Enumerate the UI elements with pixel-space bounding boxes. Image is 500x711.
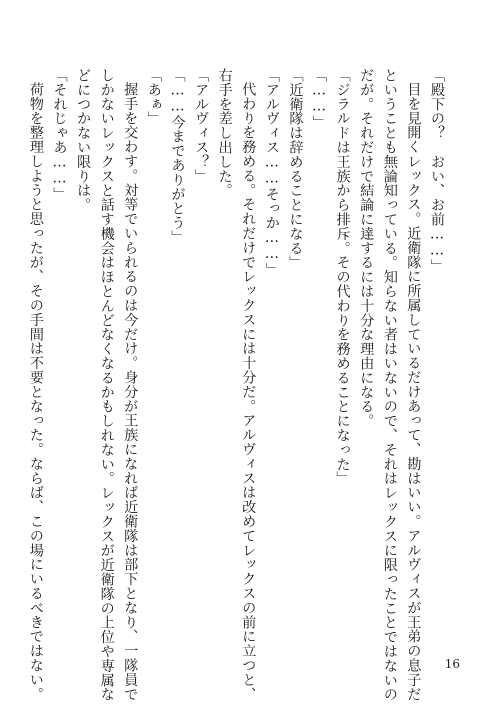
text-line: 「殿下の？ おい、お前……」 <box>429 68 445 274</box>
text-line: 「……今までありがとう」 <box>169 68 186 245</box>
text-line: 「それじゃあ……」 <box>51 68 68 202</box>
text-line: 荷物を整理しようと思ったが、その手間は不要となった。ならば、この場にいるべきではない。 <box>27 82 44 702</box>
text-line: 「ジラルドは王族から排斥。その代わりを務めることになった」 <box>334 68 351 486</box>
vertical-text-block <box>23 68 448 702</box>
text-line: ということも無論知っている。知らない者はいないので、それはレックスに限ったことではないの <box>381 68 398 702</box>
text-line: 「近衛隊は辞めることになる」 <box>287 68 304 270</box>
text-line: 握手を交わす。対等でいられるのは今だけ。身分が王族になれば近衛隊は部下となり、一隊員で <box>122 82 139 702</box>
text-line: しかないレックスと話す機会はほとんどなくなるかもしれない。レックスが近衛隊の上位や専属な <box>98 68 115 702</box>
text-line: 「……」 <box>311 68 328 130</box>
text-line: どにつかない限りは。 <box>75 68 92 212</box>
text-line: 「アルヴィス？」 <box>193 68 210 184</box>
text-line: 「あぁ」 <box>145 68 162 126</box>
text-line: 「アルヴィス……そっか……」 <box>263 68 280 277</box>
text-line: 代わりを務める。それだけでレックスには十分だ。アルヴィスは改めてレックスの前に立つと、 <box>240 82 257 702</box>
text-line: だが。それだけで結論に達するには十分な理由になる。 <box>358 68 375 428</box>
page-number: 16 <box>444 657 460 671</box>
text-line: 右手を差し出した。 <box>216 68 233 198</box>
text-line: 目を見開くレックス。近衛隊に所属しているだけあって、勘はいい。アルヴィスが王弟の息子だ <box>405 82 422 702</box>
